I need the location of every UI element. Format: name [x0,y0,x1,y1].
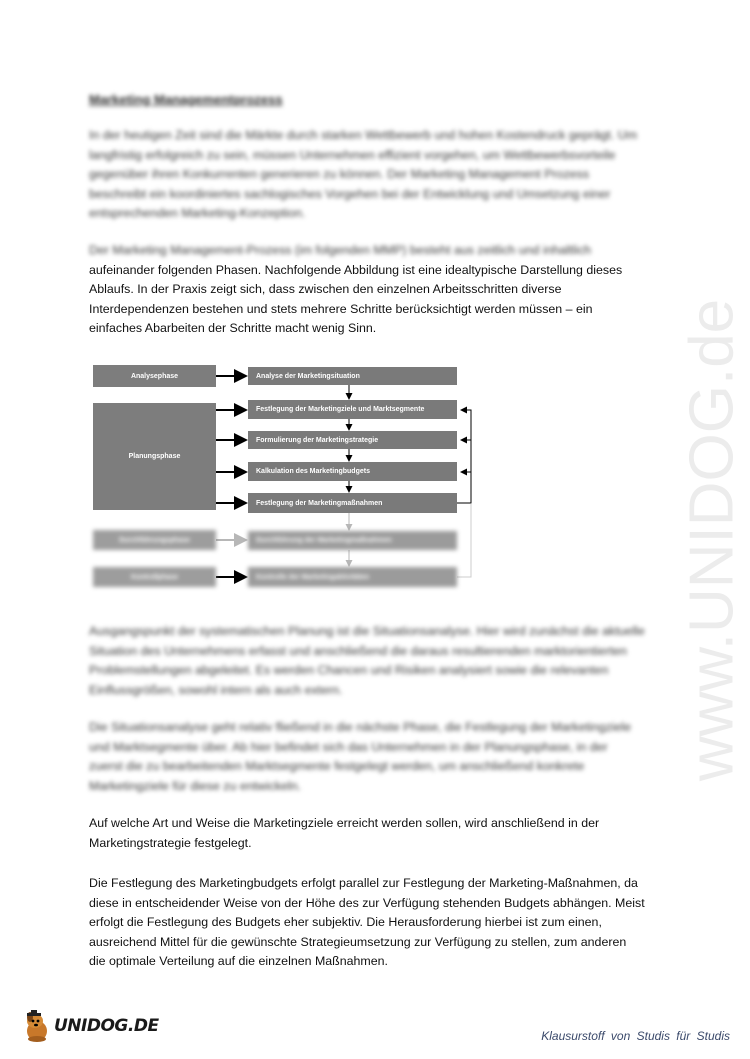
phase-planung: Planungsphase [93,403,216,510]
text-line: Problemstellungen abgeleitet. Es werden Chancen und Risiken analysiert sowie die relevanten [89,663,609,678]
step-strategie: Formulierung der Marketingstrategie [248,431,457,449]
unidog-logo[interactable] [22,1009,159,1043]
paragraph-situationsanalyse [89,622,669,700]
text-line: die optimale Verteilung auf die einzelnen Maßnahmen. [89,954,388,969]
text-line: ausreichend Mittel für die gewünschte Strategieumsetzung zur Verfügung zu stellen, zum anderen [89,934,627,949]
watermark: www.UNIDOG.de [677,298,747,782]
text-line: aufeinander folgenden Phasen. Nachfolgende Abbildung ist eine idealtypische Darstellung dieses [89,262,623,277]
process-diagram [93,360,483,590]
text-line: Situation des Unternehmens erfasst und anschließend die daraus resultierenden marktorientierten [89,643,627,658]
paragraph-strategie [89,814,669,853]
text-line: zuerst die zu bearbeitenden Marktsegmente festgelegt werden, um anschließend konkrete [89,759,585,774]
text-line: entsprechenden Marketing-Konzeption. [89,206,306,221]
step-budget: Kalkulation des Marketingbudgets [248,462,457,481]
text-line: In der heutigen Zeit sind die Märkte durch starken Wettbewerb und hohen Kostendruck geprägt. Um [89,128,638,142]
text-line: Ablaufs. In der Praxis zeigt sich, dass zwischen den einzelnen Arbeitsschritten diverse [89,282,562,297]
text-line: Auf welche Art und Weise die Marketingziele erreicht werden sollen, wird anschließend in der [89,816,600,830]
dog-mascot-icon [22,1009,52,1043]
paragraph-intro [89,126,669,224]
paragraph-planungsphase [89,718,669,796]
step-kontrolle: Kontrolle der Marketingaktivitäten [248,567,457,587]
phase-analyse: Analysephase [93,365,216,387]
text-line: Interdependenzen bestehen und stets mehrere Schritte berücksichtigt werden müssen – ein [89,301,593,316]
step-analyse: Analyse der Marketingsituation [248,367,457,385]
text-line: diese in entscheidender Weise von der Höhe des zur Verfügung stehenden Budgets abhängen. Meist [89,895,645,910]
step-ziele: Festlegung der Marketingziele und Marktsegmente [248,400,457,419]
text-line: Die Festlegung des Marketingbudgets erfolgt parallel zur Festlegung der Marketing-Maßnahmen, da [89,876,638,890]
text-line: beschreibt ein koordiniertes sachlogisches Vorgehen bei der Entwicklung und Umsetzung einer [89,186,611,201]
text-line: langfristig erfolgreich zu sein, müssen Unternehmen effizient vorgehen, um Wettbewerbsvorteile [89,147,616,162]
text-line: erfolgt die Festlegung des Budgets eher subjektiv. Die Herausforderung hierbei ist zum einen, [89,915,602,930]
text-line: Marketingziele für diese zu entwickeln. [89,778,302,793]
text-line: Die Situationsanalyse geht relativ fließend in die nächste Phase, die Festlegung der Marketingziele [89,720,632,734]
logo-text: UNIDOG.DE [54,1016,159,1036]
text-line: Ausgangspunkt der systematischen Planung ist die Situationsanalyse. Hier wird zunächst die aktuelle [89,624,645,638]
text-line: und Marktsegmente über. Ab hier befindet sich das Unternehmen in der Planungsphase, in der [89,739,608,754]
phase-kontrolle: Kontrollphase [93,567,216,587]
step-durchfuehrung: Durchführung der Marketingmaßnahmen [248,531,457,550]
paragraph-budget [89,874,669,972]
text-line: einfaches Abarbeiten der Schritte macht wenig Sinn. [89,321,377,336]
text-line: gegenüber ihren Konkurrenten generieren zu können. Der Marketing Management Prozess [89,167,590,182]
page-title: Marketing Managementprozess [89,92,283,107]
footer-tagline: Klausurstoff von Studis für Studis [541,1029,730,1043]
text-line: Marketingstrategie festgelegt. [89,835,252,850]
step-massnahmen: Festlegung der Marketingmaßnahmen [248,493,457,513]
text-line: Der Marketing Management-Prozess (im folgenden MMP) besteht aus zeitlich und inhaltlich [89,243,592,257]
text-line: Einflussgrößen, sowohl intern als auch extern. [89,682,343,697]
phase-durchfuehrung: Durchführungsphase [93,530,216,550]
paragraph-process [89,241,669,339]
